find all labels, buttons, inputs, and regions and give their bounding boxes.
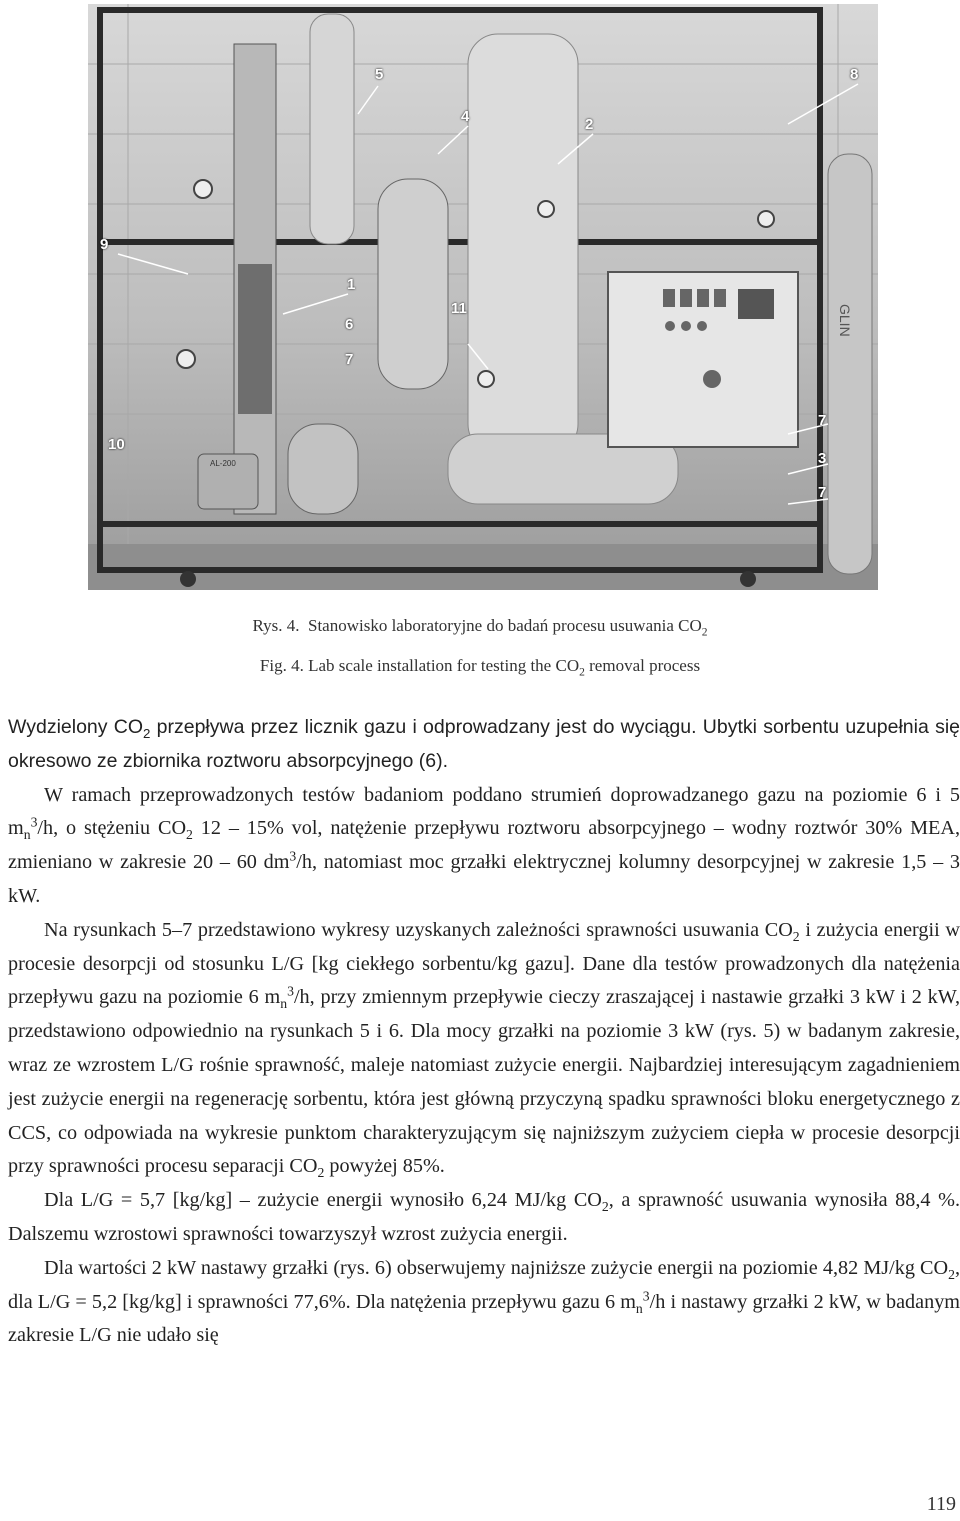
- subscript: 2: [143, 725, 151, 741]
- subscript: 2: [792, 928, 800, 944]
- column-packing: [238, 264, 272, 414]
- text-run: W ramach przeprowadzonych testów badaniom poddano strumień doprowadzanego gazu na poziomie 6 i 5 m: [8, 783, 960, 840]
- text-run: i zużycia energii w procesie desorpcji od stosunku L/G [kg ciekłego sorbentu/kg gazu]. Dane dla testów prowadzonych dla natężenia przepływu gazu na poziomie 6 m: [8, 918, 960, 1009]
- text-run: /h, natomiast moc grzałki elektrycznej kolumny desorpcyjnej w zakresie 1,5 – 3 kW.: [8, 851, 960, 907]
- panel-display: [738, 289, 774, 319]
- caption-subscript: 2: [701, 625, 708, 639]
- superscript: 3: [287, 983, 294, 999]
- text-run: 12 – 15% vol, natężenie przepływu roztworu absorpcyjnego – wodny roztwór 30% MEA, zmieniano w zakresie 20 – 60 dm: [8, 817, 960, 874]
- gas-cylinder-label: GLIN: [837, 304, 853, 337]
- page-number: 119: [926, 1493, 956, 1515]
- callout-label: 8: [850, 66, 859, 83]
- caption-text: removal process: [589, 656, 701, 675]
- callout-label: 3: [818, 450, 827, 467]
- text-run: /h i nastawy grzałki 2 kW, w badanym zakresie L/G nie udało się: [8, 1290, 960, 1347]
- caption-text: Lab scale installation for testing the CO: [308, 656, 580, 675]
- callout-label: 9: [100, 236, 109, 253]
- paragraph-4: [8, 1184, 960, 1252]
- subscript: 2: [601, 1199, 609, 1215]
- subscript: n: [280, 996, 288, 1012]
- filter-vessel: [378, 179, 448, 389]
- figure-caption-pl: [0, 616, 960, 639]
- horizontal-tank: [288, 424, 358, 514]
- text-run: przepływa przez licznik gazu i odprowadzany jest do wyciągu. Ubytki sorbentu uzupełnia się okresowo ze zbiornika roztworu absorpcyjnego (6).: [8, 716, 960, 772]
- callout-label: 6: [345, 316, 354, 333]
- subscript: 2: [948, 1266, 955, 1282]
- lab-installation-photo: [88, 4, 878, 590]
- caption-text: Stanowisko laboratoryjne do badań procesu usuwania CO: [308, 616, 702, 635]
- text-run: , a sprawność usuwania wynosiła 88,4 %. Dalszemu wzrostowi sprawności towarzyszył wzrost zużycia energii.: [8, 1189, 960, 1245]
- text-run: Na rysunkach 5–7 przedstawiono wykresy uzyskanych zależności sprawności usuwania CO: [44, 918, 793, 941]
- insulated-pipe: [310, 14, 354, 244]
- callout-label: 7: [818, 484, 827, 501]
- callout-label: 10: [108, 436, 125, 453]
- text-run: /h, przy zmiennym przepływie cieczy zraszającej i nastawie grzałki 3 kW i 2 kW, przedstawiono odpowiednio na rysunkach 5 i 6. Dla mocy grzałki na poziomie 3 kW (rys. 5) w badanym zakresie, wraz ze wzrostem L/G rośnie sprawność, maleje natomiast zużycie energii. Najbardziej interesującym zagadnieniem jest zużycie energii na regenerację sorbentu, która jest główną przyczyną spadku sprawności bloku energetycznego z CCS, co odpowiada na wykresie punktom charakteryzującym się najniższym zużyciem ciepła w procesie desorpcji przy sprawności procesu separacji CO: [8, 986, 960, 1178]
- callout-label: 11: [451, 300, 467, 317]
- pump-label: AL-200: [210, 459, 236, 468]
- paragraph-2: [8, 779, 960, 914]
- text-run: Wydzielony CO: [8, 716, 144, 738]
- superscript: 3: [289, 848, 297, 864]
- callout-label: 7: [345, 351, 354, 368]
- superscript: 3: [30, 814, 38, 830]
- text-run: powyżej 85%.: [324, 1155, 445, 1178]
- paragraph-3: [8, 914, 960, 1184]
- paragraph-5: [8, 1252, 960, 1353]
- gas-cylinder: [828, 154, 872, 574]
- subscript: 2: [317, 1165, 325, 1181]
- callout-label: 1: [347, 276, 356, 293]
- caption-label: Fig. 4.: [259, 656, 304, 675]
- callout-label: 5: [375, 66, 384, 83]
- callout-label: 7: [818, 412, 827, 429]
- paragraph-1: [8, 711, 960, 779]
- lab-installation-drawing: [88, 4, 878, 590]
- text-run: /h, o stężeniu CO: [37, 817, 187, 840]
- callout-label: 2: [585, 116, 594, 133]
- body-text: [8, 711, 960, 1353]
- desorber-column: [468, 34, 578, 454]
- figure-caption-en: [0, 656, 960, 679]
- caption-subscript: 2: [579, 665, 585, 679]
- text-run: Dla wartości 2 kW nastawy grzałki (rys. 6) obserwujemy najniższe zużycie energii na poziomie 4,82 MJ/kg CO: [44, 1256, 949, 1279]
- text-run: , dla L/G = 5,2 [kg/kg] i sprawności 77,6%. Dla natężenia przepływu gazu 6 m: [8, 1256, 960, 1313]
- subscript: 2: [186, 827, 193, 843]
- text-run: Dla L/G = 5,7 [kg/kg] – zużycie energii wynosiło 6,24 MJ/kg CO: [44, 1189, 602, 1212]
- subscript: n: [635, 1300, 643, 1316]
- callout-label: 4: [461, 108, 470, 125]
- caption-label: Rys. 4.: [252, 616, 300, 635]
- superscript: 3: [642, 1287, 650, 1303]
- subscript: n: [23, 827, 31, 843]
